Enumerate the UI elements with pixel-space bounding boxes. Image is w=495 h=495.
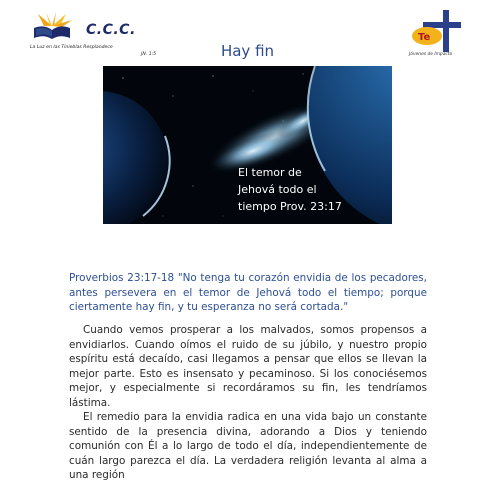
logo-title: C.C.C. — [86, 22, 136, 38]
hero-caption-line: tiempo Prov. 23:17 — [238, 200, 342, 213]
hero-caption — [238, 164, 378, 215]
sun-book-icon — [32, 12, 72, 40]
hero-caption-line: Jehová todo el — [238, 183, 317, 196]
paragraph: El remedio para la envidia radica en una vida bajo un constante sentido de la presencia divina, adorando a Dios y teniendo comunión con Él a lo largo de todo el día, independientemente de cuán largo parezca el día. La verdadera religión levanta al alma a una región — [69, 411, 427, 481]
right-logo-text: Te — [418, 32, 431, 43]
hero-image — [103, 66, 392, 224]
page-title: Hay fin — [220, 42, 275, 60]
logo-reference: JN. 1:5 — [141, 52, 157, 57]
right-logo-tagline: Jóvenes de Impacto — [409, 52, 453, 57]
paragraph: Cuando vemos prosperar a los malvados, somos propensos a envidiarlos. Cuando oímos el ruido de su júbilo, y nuestro propio espíritu está decaído, casi llegamos a pensar que ellos se llevan la mejor parte. Esto es insensato y pecaminoso. Si los conociésemos mejor, y especialmente si recordáramos su fin, les tendríamos lástima. — [69, 324, 427, 409]
logo-subtitle: La Luz en las Tinieblas Resplandece — [30, 45, 113, 50]
bible-verse: Proverbios 23:17-18 "No tenga tu corazón envidia de los pecadores, antes persevera en el temor de Jehová todo el tiempo; porque ciertamente hay fin, y tu esperanza no será cortada." — [69, 272, 427, 313]
body-text — [69, 323, 427, 483]
hero-caption-line: El temor de — [238, 166, 302, 179]
